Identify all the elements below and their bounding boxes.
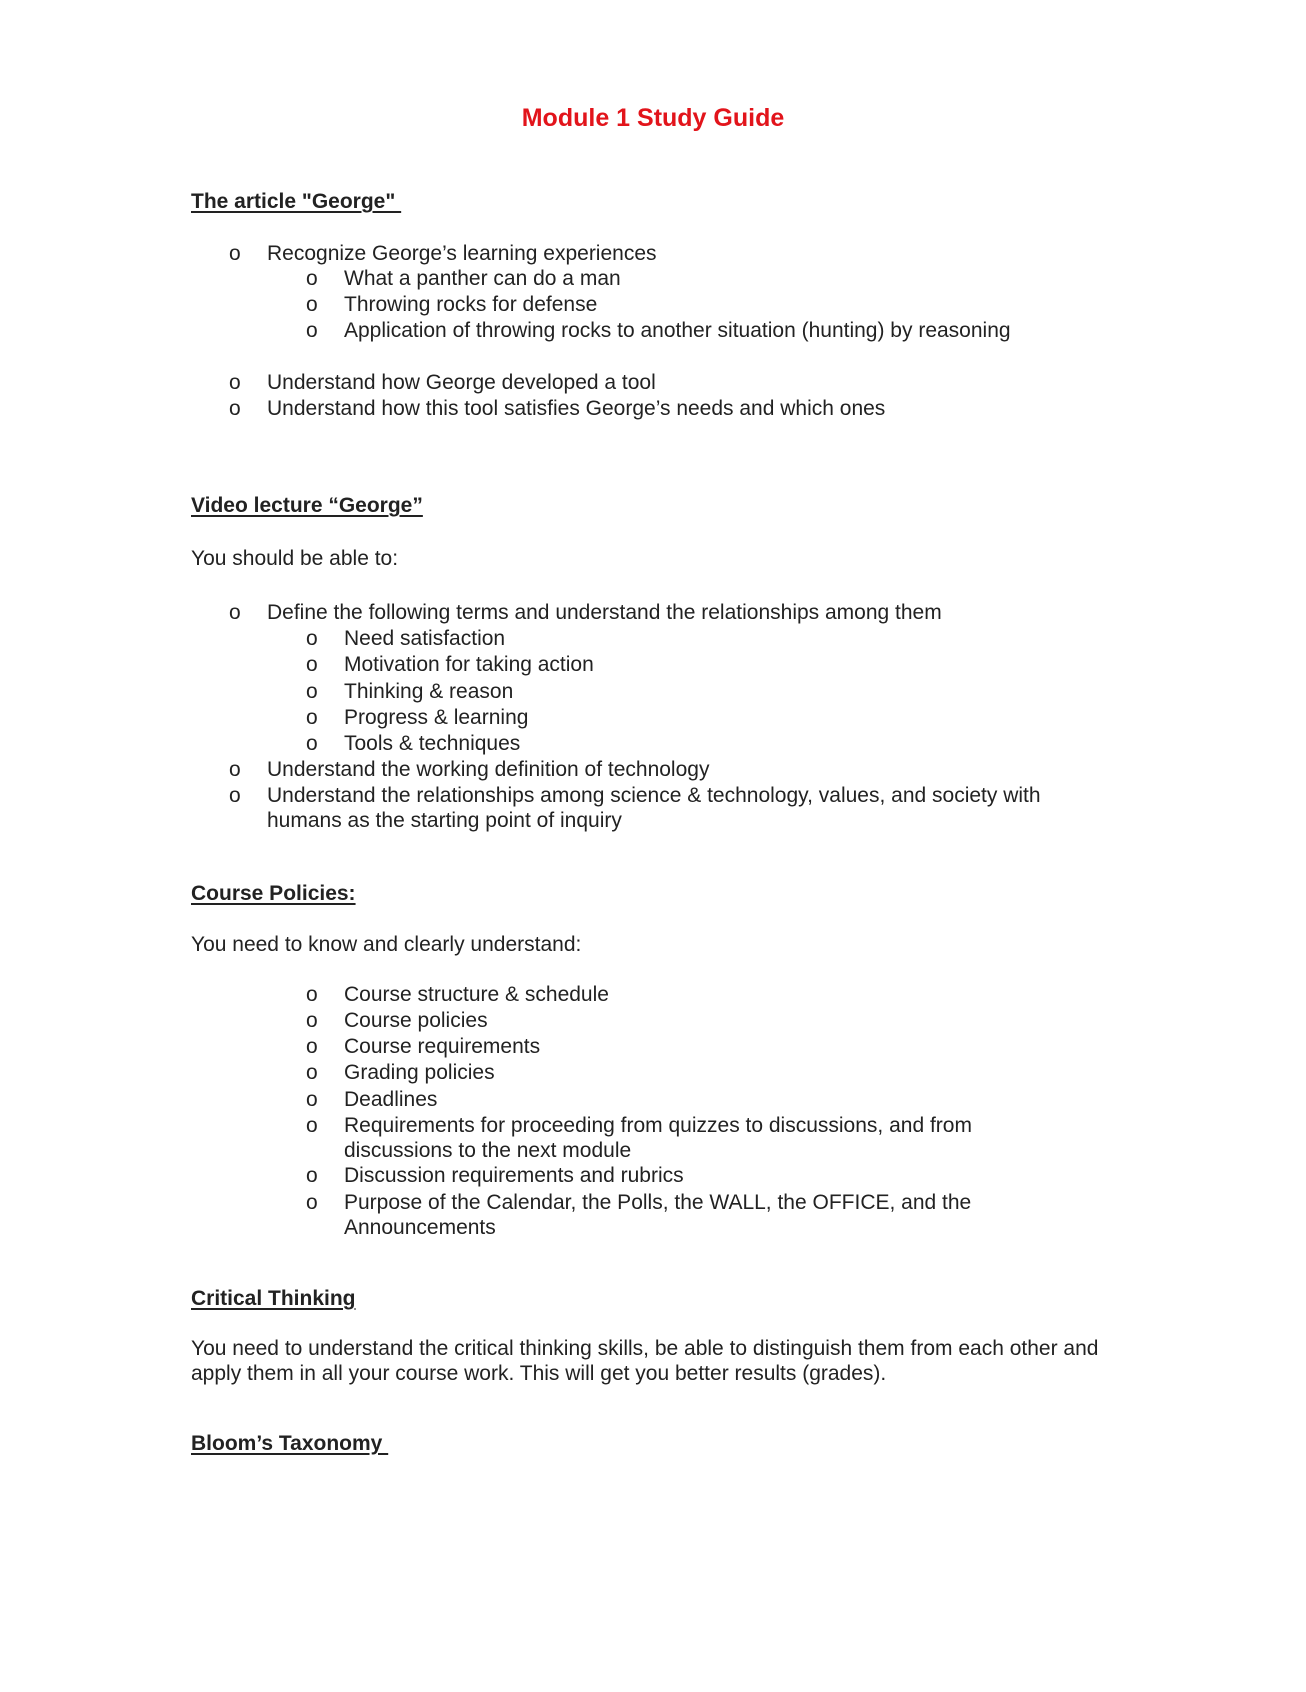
section-text-critical: You need to understand the critical thinking skills, be able to distinguish them from each other and apply them in all your course work. This will get you better results (grades).: [191, 1337, 1099, 1385]
list-item-text: Understand the working definition of technology: [267, 758, 710, 781]
list-item: [306, 292, 1106, 317]
section-intro-video: You should be able to:: [191, 547, 399, 570]
page-title: Module 1 Study Guide: [521, 104, 785, 132]
bullet-marker: o: [229, 784, 241, 807]
list-item: [306, 1087, 1106, 1112]
list-item-text: Understand how this tool satisfies George’s needs and which ones: [267, 397, 886, 420]
list-item-text: Application of throwing rocks to another situation (hunting) by reasoning: [344, 319, 1011, 342]
list-item: [306, 1060, 1106, 1085]
bullet-marker: o: [229, 601, 241, 624]
list-item: [306, 318, 1106, 343]
bullet-marker: o: [306, 983, 318, 1006]
bullet-marker: o: [306, 627, 318, 650]
list-item: [229, 396, 1109, 421]
bullet-marker: o: [229, 242, 241, 265]
bullet-marker: o: [306, 1164, 318, 1187]
section-intro-policies: You need to know and clearly understand:: [191, 933, 582, 956]
list-item: [306, 652, 1106, 677]
list-item: [229, 757, 1109, 782]
list-item-text: Deadlines: [344, 1088, 438, 1111]
list-item-text: Course requirements: [344, 1035, 541, 1058]
list-item: [229, 241, 1109, 266]
list-item-text: Course policies: [344, 1009, 488, 1032]
list-item: [306, 731, 1106, 756]
list-item: [229, 783, 1069, 833]
list-item-text: Purpose of the Calendar, the Polls, the WALL, the OFFICE, and the Announcements: [344, 1191, 972, 1239]
list-item-text: Requirements for proceeding from quizzes to discussions, and from discussions to the next module: [344, 1114, 972, 1162]
list-item-text: Grading policies: [344, 1061, 495, 1084]
list-item-text: Understand how George developed a tool: [267, 371, 656, 394]
list-item: [306, 1163, 1106, 1188]
list-item: [306, 1034, 1106, 1059]
list-item-text: Progress & learning: [344, 706, 529, 729]
section-heading-critical: Critical Thinking: [191, 1287, 356, 1310]
list-item: [306, 1190, 986, 1240]
list-item: [306, 1008, 1106, 1033]
list-item-text: Define the following terms and understand the relationships among them: [267, 601, 942, 624]
bullet-marker: o: [306, 319, 318, 342]
bullet-marker: o: [306, 1009, 318, 1032]
bullet-marker: o: [306, 267, 318, 290]
bullet-marker: o: [306, 732, 318, 755]
list-item: [306, 626, 1106, 651]
bullet-marker: o: [229, 758, 241, 781]
list-item: [306, 679, 1106, 704]
list-item-text: Thinking & reason: [344, 680, 514, 703]
bullet-marker: o: [306, 680, 318, 703]
list-item: [306, 1113, 1086, 1163]
list-item: [229, 600, 1109, 625]
bullet-marker: o: [306, 653, 318, 676]
section-heading-video: Video lecture “George”: [191, 494, 423, 517]
list-item-text: Tools & techniques: [344, 732, 521, 755]
list-item-text: Motivation for taking action: [344, 653, 594, 676]
bullet-marker: o: [306, 293, 318, 316]
list-item: [306, 705, 1106, 730]
list-item: [306, 266, 1106, 291]
list-item: [306, 982, 1106, 1007]
list-item-text: Throwing rocks for defense: [344, 293, 598, 316]
section-heading-article: The article "George": [191, 190, 402, 213]
list-item: [229, 370, 1109, 395]
list-item-text: Understand the relationships among science & technology, values, and society with humans as the starting point of inquiry: [267, 784, 1041, 832]
bullet-marker: o: [306, 1191, 318, 1214]
list-item-text: Need satisfaction: [344, 627, 506, 650]
section-heading-policies: Course Policies:: [191, 882, 356, 905]
bullet-marker: o: [306, 706, 318, 729]
bullet-marker: o: [306, 1035, 318, 1058]
list-item-text: What a panther can do a man: [344, 267, 621, 290]
list-item-text: Recognize George’s learning experiences: [267, 242, 657, 265]
list-item-text: Course structure & schedule: [344, 983, 609, 1006]
section-heading-bloom: Bloom’s Taxonomy: [191, 1432, 389, 1455]
bullet-marker: o: [229, 371, 241, 394]
bullet-marker: o: [229, 397, 241, 420]
bullet-marker: o: [306, 1088, 318, 1111]
bullet-marker: o: [306, 1061, 318, 1084]
list-item-text: Discussion requirements and rubrics: [344, 1164, 684, 1187]
bullet-marker: o: [306, 1114, 318, 1137]
